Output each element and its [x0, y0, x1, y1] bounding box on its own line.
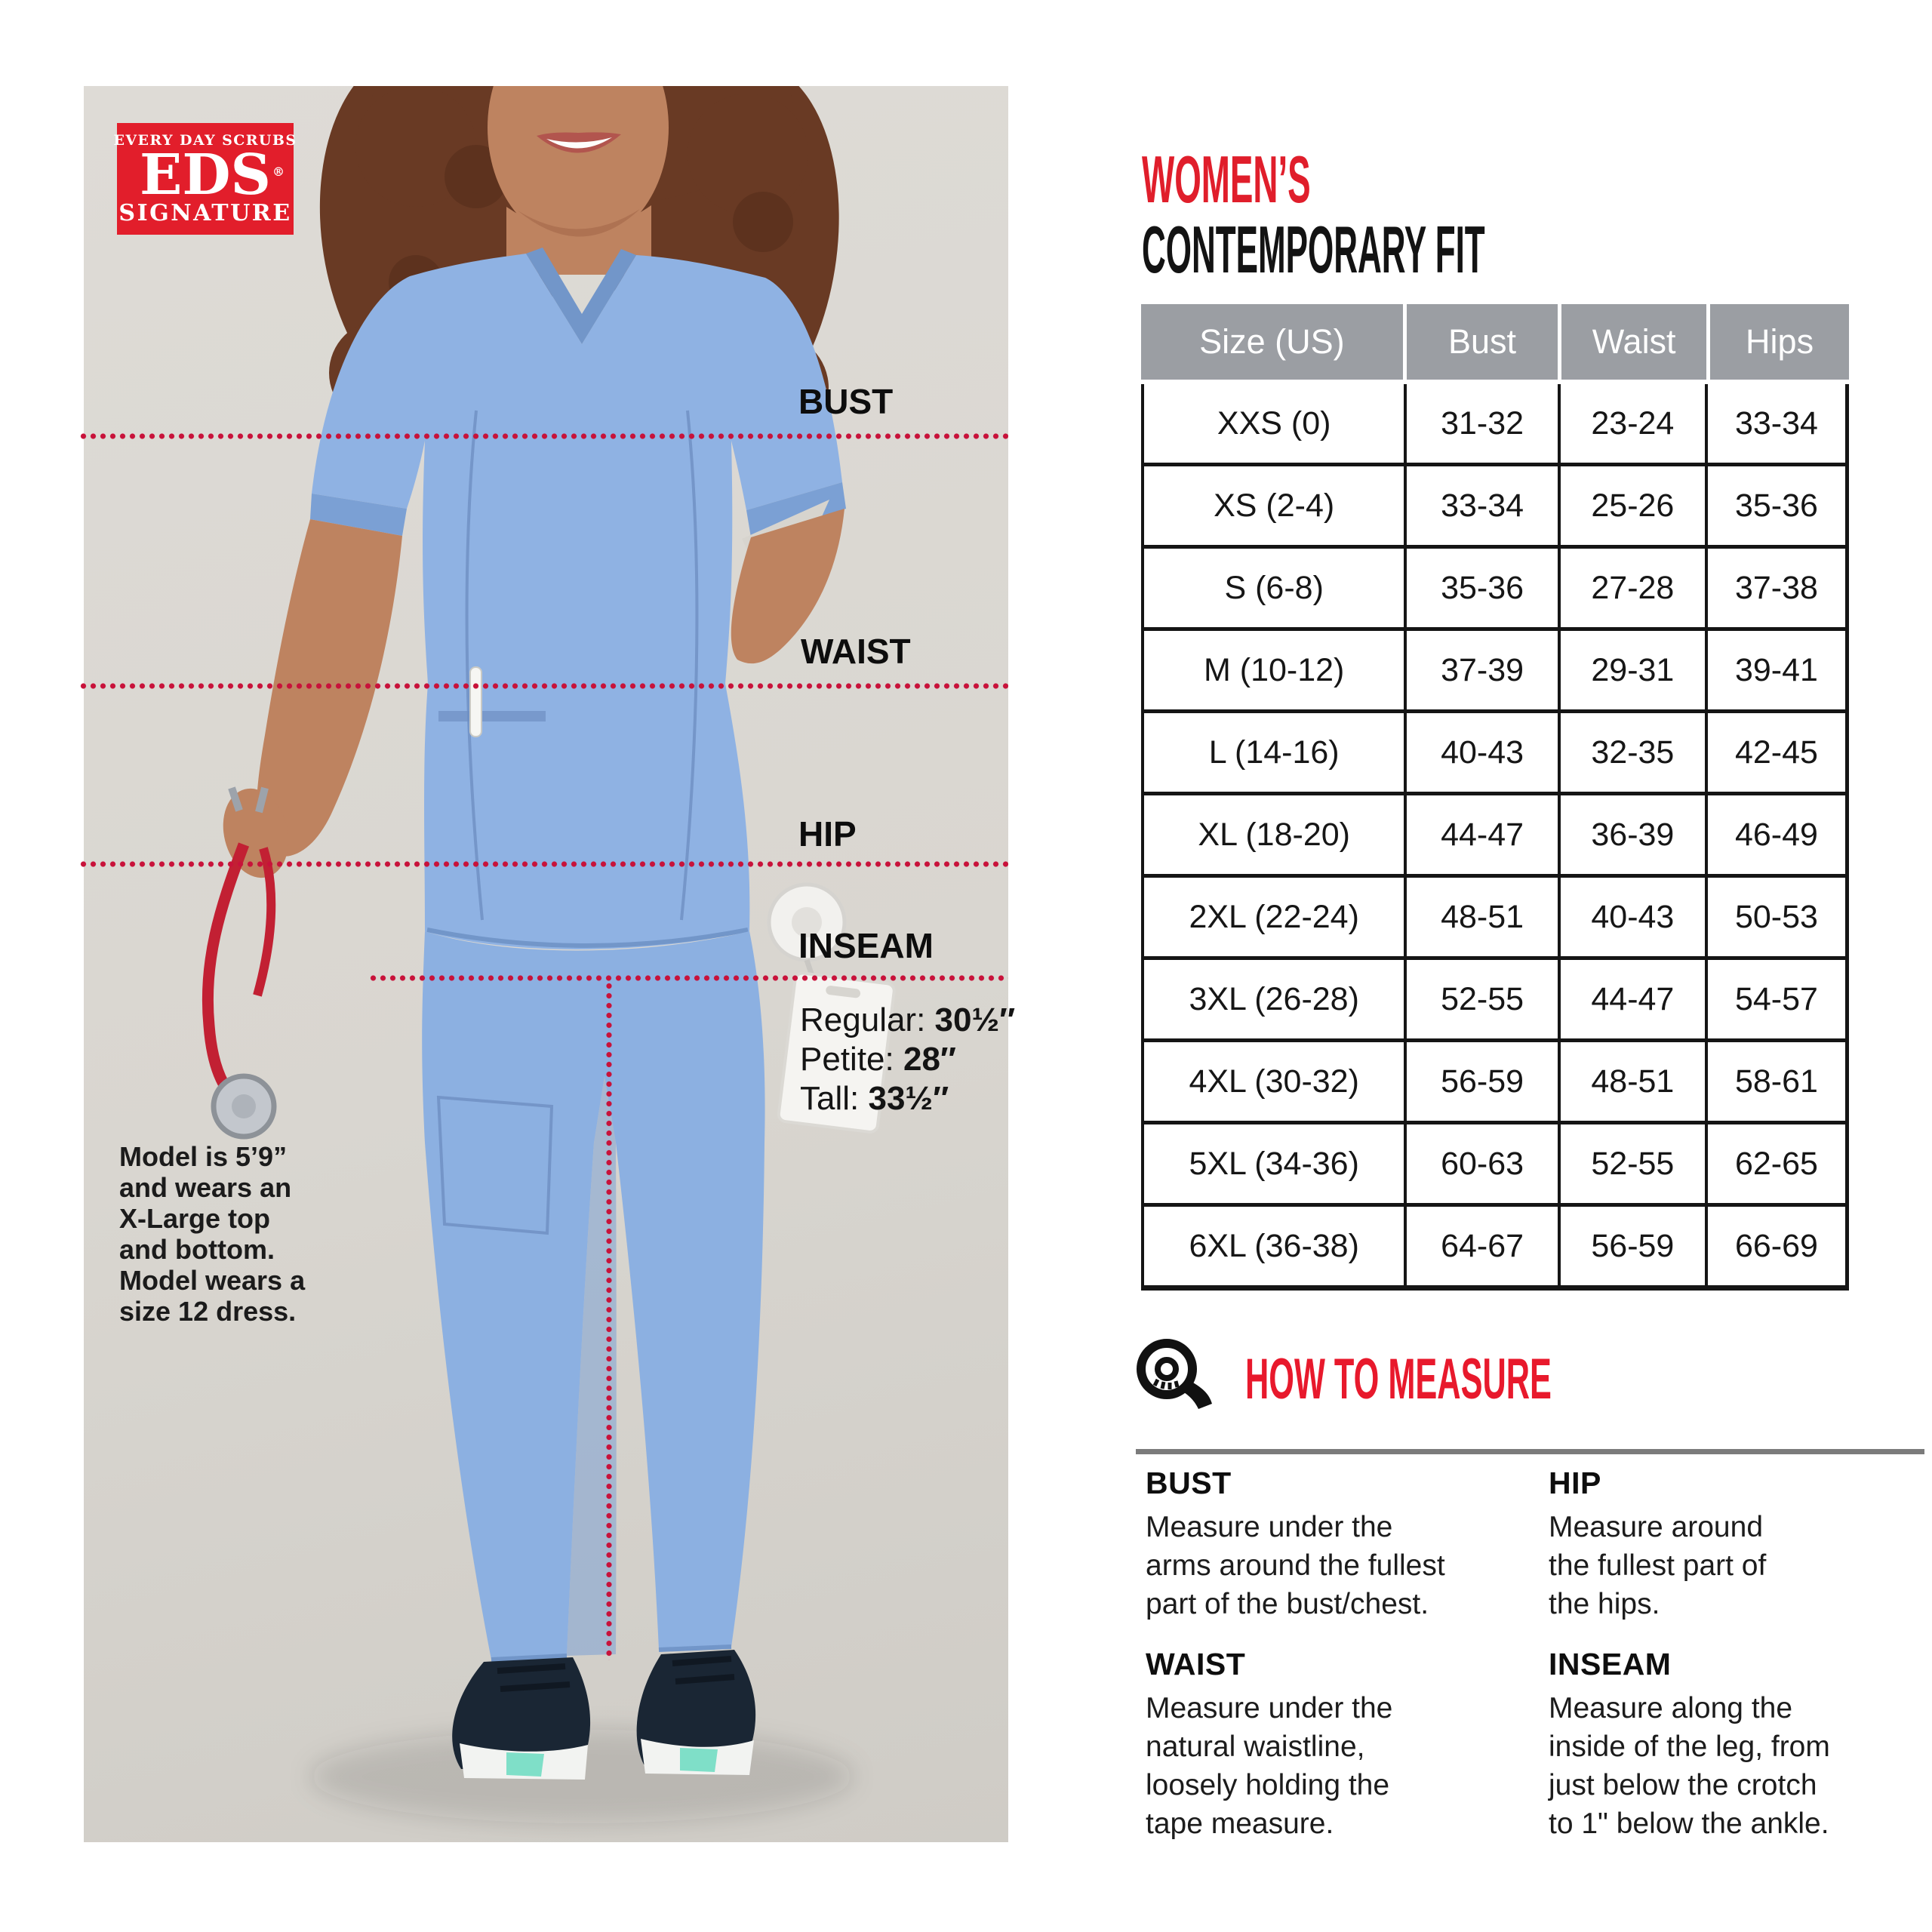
inseam-lengths: [800, 1001, 1015, 1118]
how-to-measure-title: HOW TO MEASURE: [1245, 1347, 1552, 1411]
size-chart-table: [1141, 304, 1849, 1291]
table-row: 3XL (26-28) 52-55 44-47 54-57: [1144, 960, 1845, 1042]
logo-tagline: EVERY DAY SCRUBS: [113, 132, 297, 149]
hip-dotted-line: [78, 861, 1008, 867]
scrub-pants: [422, 931, 764, 1660]
size-table-header: [1141, 304, 1849, 380]
table-row: 6XL (36-38) 64-67 56-59 66-69: [1144, 1207, 1845, 1285]
page-title-line2: CONTEMPORARY FIT: [1142, 212, 1485, 287]
section-divider: [1136, 1449, 1924, 1454]
eds-signature-logo: [113, 123, 297, 235]
tape-measure-icon: [1132, 1333, 1221, 1416]
inseam-tall: Tall: 33½″: [800, 1080, 949, 1117]
inseam-dotted-line: [368, 975, 1008, 981]
measure-section-inseam: INSEAM Measure along the inside of the leg, from just below the crotch to 1" below the ankle.: [1549, 1647, 1830, 1840]
page-title-line1: WOMEN’S: [1142, 142, 1311, 217]
header-size: Size (US): [1141, 304, 1407, 380]
logo-name: SIGNATURE: [118, 200, 292, 226]
table-row: L (14-16) 40-43 32-35 42-45: [1144, 713, 1845, 795]
table-row: 4XL (30-32) 56-59 48-51 58-61: [1144, 1042, 1845, 1124]
bust-label: BUST: [798, 382, 894, 421]
inseam-regular: Regular: 30½″: [800, 1001, 1016, 1038]
inseam-vertical-dotted-line: [606, 981, 612, 1660]
registered-mark: ®: [272, 165, 285, 179]
face: [488, 86, 669, 275]
table-row: S (6-8) 35-36 27-28 37-38: [1144, 549, 1845, 631]
table-row: M (10-12) 37-39 29-31 39-41: [1144, 631, 1845, 713]
header-bust: Bust: [1407, 304, 1561, 380]
pen: [470, 667, 481, 737]
table-row: 5XL (34-36) 60-63 52-55 62-65: [1144, 1124, 1845, 1207]
table-row: XL (18-20) 44-47 36-39 46-49: [1144, 795, 1845, 878]
size-table-body: [1141, 384, 1849, 1291]
logo-acronym: EDS ®: [139, 143, 285, 208]
measure-section-waist: WAIST Measure under the natural waistline, loosely holding the tape measure.: [1146, 1647, 1393, 1840]
table-row: XS (2-4) 33-34 25-26 35-36: [1144, 466, 1845, 549]
waist-dotted-line: [78, 683, 1008, 689]
measure-section-bust: BUST Measure under the arms around the fullest part of the bust/chest.: [1146, 1466, 1445, 1620]
inseam-petite: Petite: 28″: [800, 1041, 956, 1078]
model-note: Model is 5’9” and wears an X-Large top and bottom. Model wears a size 12 dress.: [119, 1141, 306, 1327]
header-waist: Waist: [1561, 304, 1710, 380]
waist-label: WAIST: [801, 632, 911, 671]
inseam-label: INSEAM: [798, 926, 934, 965]
table-row: 2XL (22-24) 48-51 40-43 50-53: [1144, 878, 1845, 960]
measure-section-hip: HIP Measure around the fullest part of the hips.: [1549, 1466, 1767, 1620]
hip-label: HIP: [798, 814, 857, 854]
header-hips: Hips: [1710, 304, 1849, 380]
table-row: XXS (0) 31-32 23-24 33-34: [1144, 384, 1845, 466]
bust-dotted-line: [78, 433, 1008, 439]
